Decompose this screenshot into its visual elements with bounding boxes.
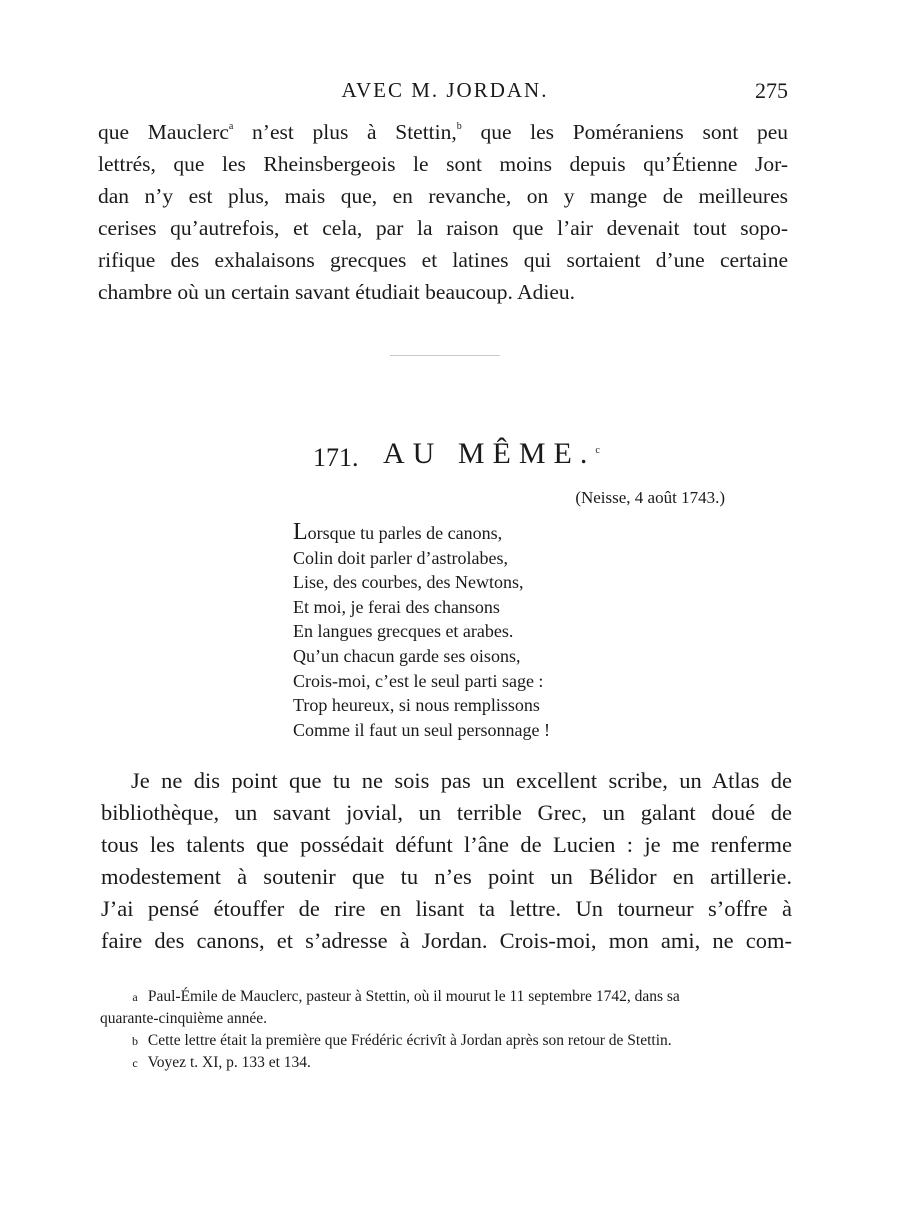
verse-line: Crois-moi, c’est le seul parti sage : (293, 670, 544, 691)
paragraph-line: dan n’y est plus, mais que, en revanche, on y mange de meilleures (98, 184, 788, 208)
running-head (0, 78, 900, 108)
letter-title: AU MÊME.$^c$ (383, 437, 600, 470)
running-title: AVEC M. JORDAN. (341, 78, 549, 102)
footnote: b Cette lettre était la première que Frédéric écrivît à Jordan après son retour de Stettin. (108, 1030, 788, 1052)
prose-line: J’ai pensé étouffer de rire en lisant ta lettre. Un tourneur s’offre à (101, 896, 792, 921)
footnote-marker: b (132, 1034, 138, 1048)
footnote-marker: c (132, 1056, 138, 1070)
paragraph-line: rifique des exhalaisons grecques et latines qui sortaient d’une certaine (98, 248, 788, 272)
continued-paragraph (98, 116, 788, 308)
footnote: c Voyez t. XI, p. 133 et 134. (108, 1052, 788, 1074)
letter-number: 171. (313, 443, 359, 472)
paragraph-line: lettrés, que les Rheinsbergeois le sont moins depuis qu’Étienne Jor- (98, 152, 788, 176)
section-separator (390, 355, 500, 356)
drop-cap: L (293, 519, 308, 545)
paragraph-line: cerises qu’autrefois, et cela, par la raison que l’air devenait tout sopo- (98, 216, 788, 240)
verse-line: Qu’un chacun garde ses oisons, (293, 645, 521, 666)
verse-line: En langues grecques et arabes. (293, 621, 514, 642)
page-number: 275 (755, 78, 788, 103)
verse-line: Comme il faut un seul personnage ! (293, 719, 550, 740)
place-date: (Neisse, 4 août 1743.) (575, 488, 725, 507)
prose-line: faire des canons, et s’adresse à Jordan. Crois-moi, mon ami, ne com- (101, 928, 792, 953)
footnote-marker: a (132, 990, 138, 1004)
letter-heading (0, 437, 900, 477)
footnote-mark-b: b (456, 121, 462, 132)
footnote-mark-a: a (228, 121, 234, 132)
verse-line: Trop heureux, si nous remplissons (293, 695, 540, 716)
verse (293, 520, 653, 742)
verse-line: Colin doit parler d’astrolabes, (293, 547, 508, 568)
footnotes (100, 986, 788, 1074)
paragraph-line: que Mauclerc$^a$ n’est plus à Stettin,$^b$ que les Poméraniens sont peu (98, 120, 789, 144)
paragraph-line: chambre où un certain savant étudiait beaucoup. Adieu. (98, 280, 576, 304)
verse-line: Lorsque tu parles de canons, (293, 519, 503, 545)
verse-line: Et moi, je ferai des chansons (293, 596, 500, 617)
prose-line: bibliothèque, un savant jovial, un terrible Grec, un galant doué de (101, 800, 792, 825)
verse-line: Lise, des courbes, des Newtons, (293, 572, 524, 593)
footnote: a Paul-Émile de Mauclerc, pasteur à Stettin, où il mourut le 11 septembre 1742, dans sa (108, 986, 788, 1008)
prose-line: Je ne dis point que tu ne sois pas un excellent scribe, un Atlas de (131, 768, 792, 793)
footnote: quarante-cinquième année. (100, 1010, 267, 1027)
prose-line: tous les talents que possédait défunt l’âne de Lucien : je me renferme (101, 832, 792, 857)
letter-prose (101, 765, 792, 957)
footnote-mark-c: c (595, 445, 600, 456)
prose-line: modestement à soutenir que tu n’es point un Bélidor en artillerie. (101, 864, 792, 889)
